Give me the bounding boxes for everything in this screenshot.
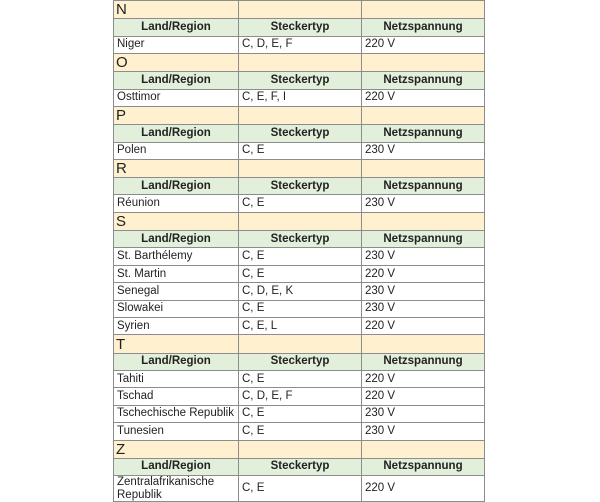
header-netzspannung: Netzspannung — [362, 458, 485, 475]
empty-cell — [362, 335, 485, 353]
column-header-row — [114, 458, 485, 475]
table-row — [114, 89, 485, 106]
table-row — [114, 36, 485, 53]
table-row — [114, 405, 485, 422]
section-letter-row — [114, 212, 485, 230]
header-steckertyp: Steckertyp — [239, 353, 362, 370]
table-row — [114, 142, 485, 159]
header-steckertyp: Steckertyp — [239, 458, 362, 475]
header-land-region: Land/Region — [114, 458, 239, 475]
cell-plug-type: C, D, E, F — [239, 388, 362, 405]
cell-country: Tschechische Republik — [114, 405, 239, 422]
empty-cell — [362, 212, 485, 230]
table-row — [114, 476, 485, 502]
cell-voltage: 230 V — [362, 142, 485, 159]
cell-plug-type: C, D, E, F — [239, 36, 362, 53]
cell-voltage: 230 V — [362, 300, 485, 317]
empty-cell — [239, 159, 362, 177]
table-row — [114, 195, 485, 212]
section-letter-row — [114, 440, 485, 458]
cell-plug-type: C, E — [239, 300, 362, 317]
table-row — [114, 388, 485, 405]
cell-voltage: 230 V — [362, 423, 485, 440]
cell-country: Tschad — [114, 388, 239, 405]
cell-country: Niger — [114, 36, 239, 53]
empty-cell — [239, 1, 362, 19]
cell-voltage: 220 V — [362, 476, 485, 502]
header-land-region: Land/Region — [114, 231, 239, 248]
empty-cell — [239, 106, 362, 124]
cell-country: St. Martin — [114, 265, 239, 282]
cell-country: Syrien — [114, 318, 239, 335]
section-letter: T — [114, 335, 239, 353]
empty-cell — [362, 440, 485, 458]
header-steckertyp: Steckertyp — [239, 72, 362, 89]
column-header-row — [114, 72, 485, 89]
cell-plug-type: C, E — [239, 423, 362, 440]
empty-cell — [239, 53, 362, 71]
section-letter: P — [114, 106, 239, 124]
empty-cell — [362, 159, 485, 177]
column-header-row — [114, 19, 485, 36]
cell-country: Polen — [114, 142, 239, 159]
table-row — [114, 300, 485, 317]
header-netzspannung: Netzspannung — [362, 178, 485, 195]
cell-plug-type: C, D, E, K — [239, 283, 362, 300]
section-letter: S — [114, 212, 239, 230]
cell-country: St. Barthélemy — [114, 248, 239, 265]
empty-cell — [239, 335, 362, 353]
cell-plug-type: C, E — [239, 405, 362, 422]
section-letter-row — [114, 335, 485, 353]
cell-country: Tunesien — [114, 423, 239, 440]
section-letter-row — [114, 53, 485, 71]
table-body — [114, 1, 485, 502]
column-header-row — [114, 178, 485, 195]
section-letter: O — [114, 53, 239, 71]
empty-cell — [362, 106, 485, 124]
cell-country: Tahiti — [114, 370, 239, 387]
cell-voltage: 230 V — [362, 195, 485, 212]
header-netzspannung: Netzspannung — [362, 19, 485, 36]
column-header-row — [114, 353, 485, 370]
header-steckertyp: Steckertyp — [239, 231, 362, 248]
cell-plug-type: C, E — [239, 142, 362, 159]
section-letter-row — [114, 159, 485, 177]
header-land-region: Land/Region — [114, 125, 239, 142]
header-netzspannung: Netzspannung — [362, 231, 485, 248]
table-row — [114, 265, 485, 282]
cell-plug-type: C, E, L — [239, 318, 362, 335]
plug-type-table — [113, 0, 485, 502]
column-header-row — [114, 125, 485, 142]
cell-plug-type: C, E — [239, 370, 362, 387]
cell-voltage: 230 V — [362, 405, 485, 422]
section-letter-row — [114, 106, 485, 124]
section-letter-row — [114, 1, 485, 19]
header-land-region: Land/Region — [114, 178, 239, 195]
cell-country: Zentralafrikanische Republik — [114, 476, 239, 502]
table-row — [114, 248, 485, 265]
header-land-region: Land/Region — [114, 72, 239, 89]
cell-voltage: 220 V — [362, 370, 485, 387]
cell-plug-type: C, E, F, I — [239, 89, 362, 106]
header-netzspannung: Netzspannung — [362, 353, 485, 370]
cell-plug-type: C, E — [239, 248, 362, 265]
cell-voltage: 230 V — [362, 248, 485, 265]
empty-cell — [239, 212, 362, 230]
header-land-region: Land/Region — [114, 353, 239, 370]
empty-cell — [362, 53, 485, 71]
cell-country: Slowakei — [114, 300, 239, 317]
cell-plug-type: C, E — [239, 265, 362, 282]
empty-cell — [239, 440, 362, 458]
section-letter: N — [114, 1, 239, 19]
table-row — [114, 423, 485, 440]
header-steckertyp: Steckertyp — [239, 178, 362, 195]
table-row — [114, 370, 485, 387]
cell-voltage: 230 V — [362, 283, 485, 300]
header-steckertyp: Steckertyp — [239, 19, 362, 36]
section-letter: Z — [114, 440, 239, 458]
header-netzspannung: Netzspannung — [362, 72, 485, 89]
cell-voltage: 220 V — [362, 265, 485, 282]
cell-voltage: 220 V — [362, 388, 485, 405]
column-header-row — [114, 231, 485, 248]
header-steckertyp: Steckertyp — [239, 125, 362, 142]
cell-country: Osttimor — [114, 89, 239, 106]
table-row — [114, 283, 485, 300]
empty-cell — [362, 1, 485, 19]
table-row — [114, 318, 485, 335]
cell-plug-type: C, E — [239, 195, 362, 212]
header-netzspannung: Netzspannung — [362, 125, 485, 142]
cell-country: Senegal — [114, 283, 239, 300]
section-letter: R — [114, 159, 239, 177]
cell-country: Réunion — [114, 195, 239, 212]
cell-plug-type: C, E — [239, 476, 362, 502]
header-land-region: Land/Region — [114, 19, 239, 36]
cell-voltage: 220 V — [362, 36, 485, 53]
cell-voltage: 220 V — [362, 89, 485, 106]
cell-voltage: 220 V — [362, 318, 485, 335]
